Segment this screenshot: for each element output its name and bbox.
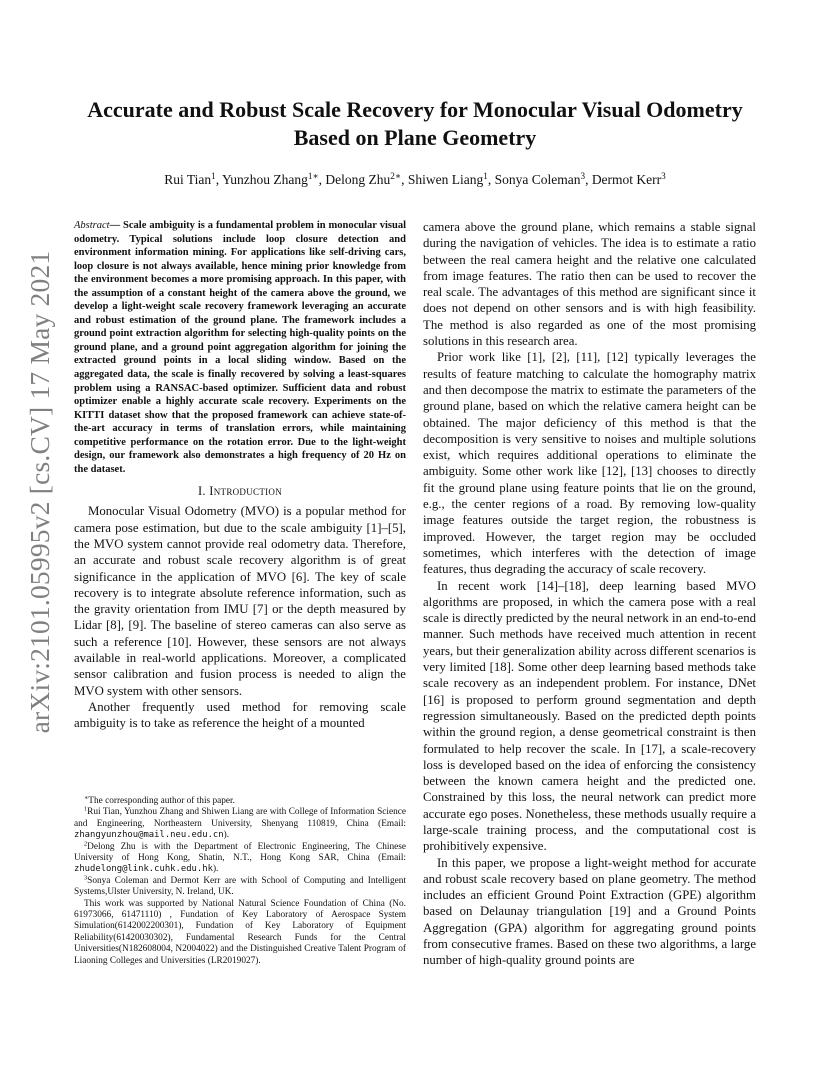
- body-paragraph: Monocular Visual Odometry (MVO) is a popular method for camera pose estimation, but due to the scale ambiguity [1]–[5], the MVO system cannot provide real odometry data. Therefore, an accurate and robust scale recovery algorithm is of great significance in the application of MVO [6]. The key of scale recovery is to integrate absolute reference information, such as the gravity orientation from IMU [7] or the depth measured by Lidar [8], [9]. The baseline of stereo cameras can also serve as such a reference [10]. However, these sensors are not always available in real-world applications. Moreover, a complicated sensor calibration and fusion process is needed to align the MVO system with other sensors.: [74, 504, 406, 698]
- section-heading-introduction: I. Introduction: [197, 484, 283, 499]
- body-paragraph: camera above the ground plane, which remains a stable signal during the navigation of vehicles. The idea is to estimate a ratio between the real camera height and the relative one calculated from image features. The ratio then can be used to recover the real scale. The advantages of this method are significant since it does not depend on other sensors and is with high feasibility. The method is also regarded as one of the most promising solutions in this research area.: [423, 220, 756, 349]
- footnote-text: Sonya Coleman and Dermot Kerr are with School of Computing and Intelligent Systems,Ulster University, N. Ireland, UK.: [74, 875, 406, 898]
- author-affiliation-mark: 2∗: [390, 170, 402, 181]
- footnote-affiliation-3: [74, 876, 406, 899]
- author-affiliation-mark: 1∗: [307, 170, 319, 181]
- footnote-text: Delong Zhu is with the Department of Electronic Engineering, The Chinese University of Hong Kong, Shatin, N.T., Hong Kong SAR, China (Email:: [74, 841, 406, 864]
- footnote-text-tail: ).: [212, 864, 219, 875]
- author-affiliation-mark: 3: [661, 170, 666, 181]
- paper-title-line-1: Accurate and Robust Scale Recovery for Monocular Visual Odometry: [87, 97, 743, 122]
- author-separator: ,: [401, 172, 408, 187]
- footnote-affiliation-2: [74, 842, 406, 876]
- body-paragraph: Another frequently used method for removing scale ambiguity is to take as reference the height of a mounted: [74, 699, 406, 731]
- email-address: zhangyunzhou@mail.neu.edu.cn: [74, 830, 224, 841]
- footnote-text: The corresponding author of this paper.: [88, 796, 235, 806]
- author-name: Shiwen Liang: [407, 172, 484, 187]
- footnote-mark: 1: [84, 805, 88, 813]
- abstract: [74, 219, 406, 476]
- body-paragraph: In this paper, we propose a light-weight method for accurate and robust scale recovery based on plane geometry. The method includes an efficient Ground Point Extraction (GPE) algorithm based on Delaunay triangulation [19] and a Ground Points Aggregation (GPA) algorithm for aggregating ground points from consecutive frames. Based on these two algorithms, a large number of high-quality ground points are: [423, 855, 756, 968]
- author-separator: ,: [487, 172, 495, 187]
- arxiv-identifier-text: arXiv:2101.05995v2 [cs.CV] 17 May 2021: [24, 250, 55, 734]
- abstract-text: — Scale ambiguity is a fundamental problem in monocular visual odometry. Typical solutions include loop closure detection and environment information mining. For applications like self-driving cars, loop closure is not always available, hence mining prior knowledge from the environment becomes a more promising approach. In this paper, with the assumption of a constant height of the camera above the ground, we develop a light-weight scale recovery framework leveraging an accurate and robust estimation of the ground plane. The framework includes a ground point extraction algorithm for selecting high-quality points on the ground plane, and a ground point aggregation algorithm for joining the extracted ground points in a local sliding window. Based on the aggregated data, the scale is finally recovered by solving a least-squares problem using a RANSAC-based optimizer. Sufficient data and robust optimizer enable a highly accurate scale recovery. Experiments on the KITTI dataset show that the proposed framework can achieve state-of-the-art accuracy in terms of translation errors, while maintaining competitive performance on the rotation error. Due to the light-weight design, our framework also demonstrates a high frequency of 20 Hz on the dataset.: [74, 220, 406, 475]
- author-name: Delong Zhu: [325, 172, 391, 187]
- author-affiliation-mark: 3: [580, 170, 586, 181]
- paper-title: [70, 96, 760, 152]
- author-separator: ,: [215, 172, 222, 187]
- author-name: Rui Tian: [164, 172, 212, 187]
- abstract-label: Abstract: [74, 220, 110, 231]
- body-paragraph: Prior work like [1], [2], [11], [12] typically leverages the results of feature matching to calculate the homography matrix and then decompose the matrix to estimate the parameters of the ground plane, based on which the relative camera height can be obtained. The major deficiency of this method is that the decomposition is very sensitive to noises and multiple solutions exist, which requires additional operations to eliminate the ambiguity. Some other work like [12], [13] chooses to directly fit the ground plane using feature points that lie on the ground, e.g., the center regions of a road. By removing low-quality image features outside the target region, the robustness is improved. However, the target region may be occluded sometimes, which interferes with the detection of image features, thus degrading the accuracy of scale recovery.: [423, 350, 756, 577]
- body-paragraph: In recent work [14]–[18], deep learning based MVO algorithms are proposed, in which the camera pose with a real scale is directly predicted by the neural network in an end-to-end manner. Such methods have received much attention in recent years, but their generalization ability across different scenarios is very limited [18]. Some other deep learning based methods take scale recovery as an independent problem. For instance, DNet [16] is proposed to perform ground segmentation and depth regression simultaneously. Based on the predicted depth points within the ground region, a dense geometrical constraint is then formulated to help recover the scale. In [17], a scale-recovery loss is developed based on the idea of enforcing the consistency between the known camera height and the predicted one. Constrained by this loss, the neural network can predict more accurate ego poses. Nonetheless, these methods usually require a large-scale training process, and the computational cost is prohibitively expensive.: [423, 578, 756, 854]
- author-name: Dermot Kerr: [591, 172, 662, 187]
- footnote-text: Rui Tian, Yunzhou Zhang and Shiwen Liang are with College of Information Science and Engineering, Northeastern University, Shenyang 110819, China (Email:: [74, 807, 406, 829]
- author-name: Sonya Coleman: [494, 172, 581, 187]
- email-address: zhudelong@link.cuhk.edu.hk: [74, 864, 213, 875]
- right-column: [423, 219, 756, 969]
- footnote-text-tail: ).: [223, 830, 230, 841]
- left-column: [74, 219, 406, 732]
- author-affiliation-mark: 1: [211, 170, 216, 181]
- footnote-mark: 3: [84, 874, 88, 882]
- footnote-mark: ∗: [84, 794, 89, 802]
- author-name: Yunzhou Zhang: [221, 172, 308, 187]
- footnote-corresponding: [74, 796, 406, 807]
- author-list: [70, 172, 760, 188]
- author-separator: ,: [585, 172, 592, 187]
- footnotes: [74, 796, 406, 967]
- author-affiliation-mark: 1: [483, 170, 488, 181]
- author-separator: ,: [318, 172, 326, 187]
- footnote-affiliation-1: [74, 807, 406, 841]
- footnote-mark: 2: [84, 840, 88, 848]
- paper-title-line-2: Based on Plane Geometry: [293, 125, 537, 150]
- footnote-funding: This work was supported by National Natural Science Foundation of China (No. 61973066, 61471110) , Fundation of Key Laboratory of Aerospace System Simulation(6142002200301), Fundation of Key Laboratory of Equipment Reliability(61420030302), Fundamental Research Funds for the Central Universities(N182608004, N2004022) and the Distinguished Creative Talent Program of Liaoning Colleges and Universities (LR2019027).: [74, 898, 406, 966]
- arxiv-identifier: [18, 250, 62, 734]
